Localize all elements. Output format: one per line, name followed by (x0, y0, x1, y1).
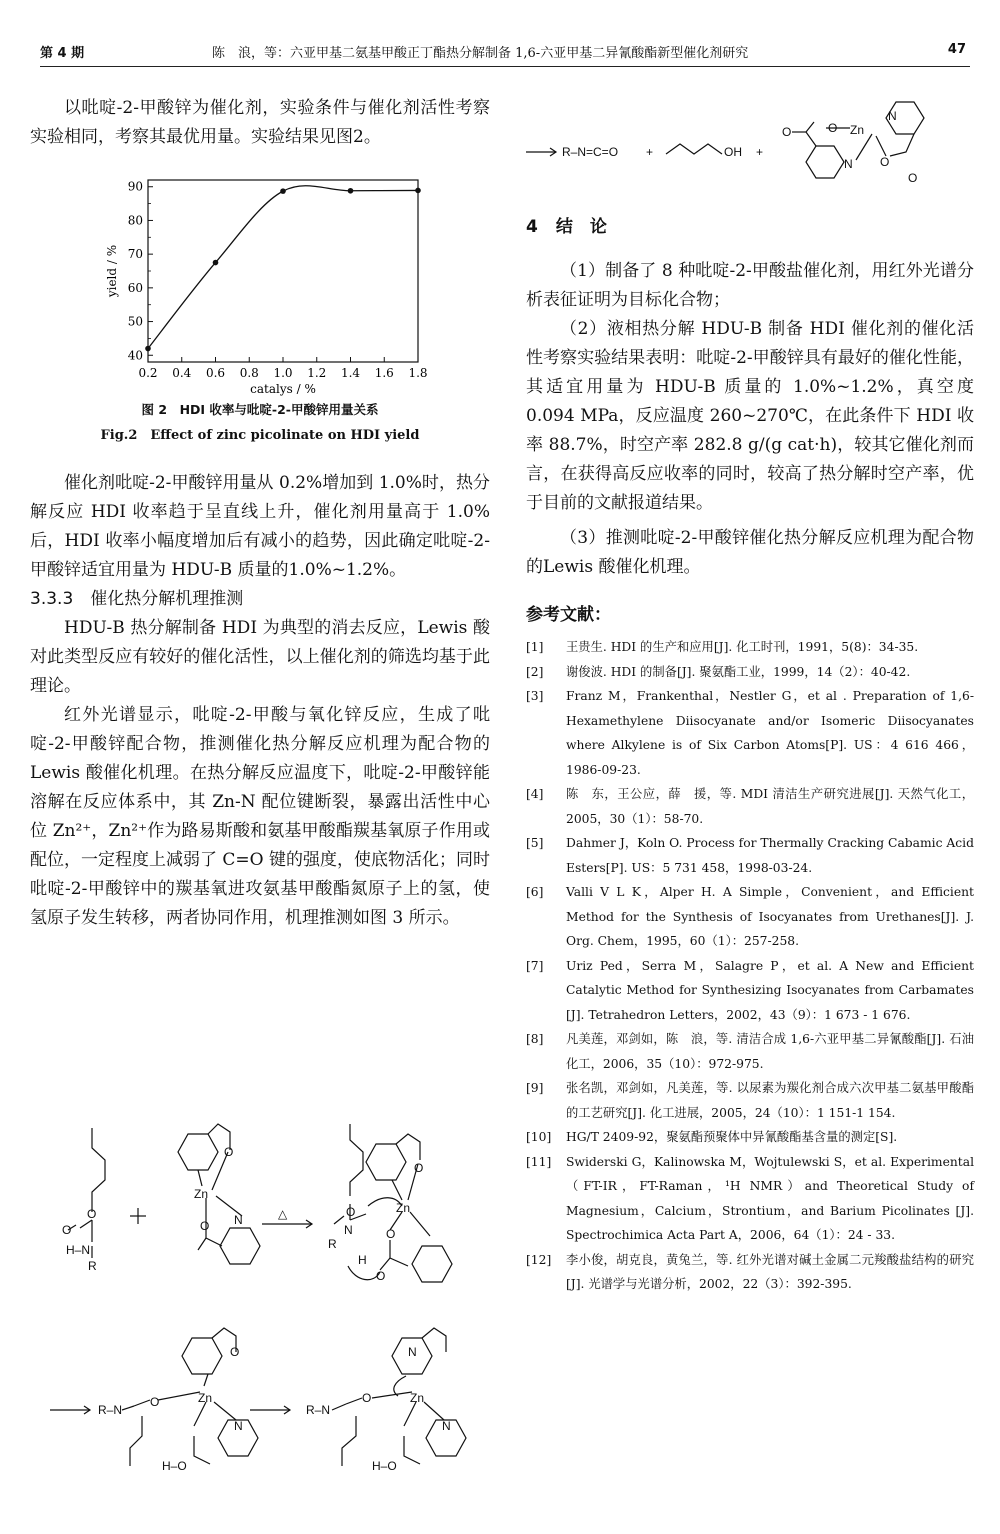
reference-number: [9] (526, 1081, 544, 1095)
reference-text: 谢俊波. HDI 的制备[J]. 聚氨酯工业，1999，14（2）：40-42. (566, 664, 911, 679)
paragraph-elimination: HDU-B 热分解制备 HDI 为典型的消去反应，Lewis 酸对此类型反应有较好的催化活性，以上催化剂的筛选均基于此理论。 (30, 618, 490, 696)
atom-n: N (234, 1213, 243, 1227)
atom-o: O (224, 1145, 234, 1159)
yield-chart (30, 166, 490, 398)
reference-text: Uriz Ped，Serra M，Salagre P，et al. A New and Efficient Catalytic Method for Synthesizing Isocyanates from Carbamates [J]. Tetrahedron Letters，2002，43（9）：1 673 - 1 676. (566, 958, 974, 1022)
pyridine-ring (178, 1134, 218, 1170)
hydroxyl-label: OH (724, 145, 742, 159)
atom-zn: Zn (396, 1201, 411, 1215)
x-tick-label: 1.6 (374, 366, 394, 380)
atom-o: O (908, 171, 918, 185)
references-heading: 参考文献： (526, 605, 611, 625)
reference-number: [7] (526, 958, 544, 973)
reference-item (526, 880, 974, 954)
reference-item (526, 660, 974, 685)
reference-item (526, 684, 974, 782)
atom-o: O (200, 1219, 210, 1233)
chapter-heading (526, 212, 974, 237)
reference-text: Swiderski G，Kalinowska M，Wojtulewski S，et al. Experimental（FT-IR，FT-Raman，¹H NMR）and Theoretical Study of Magnesium，Calcium，Strontium，and Barium Picolinates [J]. Spectrochimica Acta Part A，2006，64（1）：24 - 33. (566, 1154, 974, 1242)
atom-o: O (346, 1205, 356, 1219)
pyridine-ring (412, 1246, 452, 1282)
reference-item (526, 1248, 974, 1297)
atom-zn: Zn (198, 1391, 213, 1405)
pyridine-ring (220, 1228, 260, 1264)
reference-number: [4] (526, 787, 544, 801)
reference-number: [11] (526, 1154, 552, 1169)
figure-2 (30, 166, 490, 443)
data-point (348, 188, 354, 194)
y-tick-label: 60 (127, 280, 143, 295)
issue-number: 第 4 期 (40, 46, 85, 61)
atom-label-ho: H–O (162, 1459, 187, 1473)
x-tick-label: 0.2 (138, 366, 158, 380)
y-tick-label: 50 (127, 314, 143, 329)
reference-item (526, 1076, 974, 1125)
atom-zn: Zn (194, 1187, 209, 1201)
section-heading-3-3-3: 3.3.3 催化热分解机理推测 (30, 589, 244, 609)
reference-item (526, 782, 974, 831)
atom-o: O (376, 1269, 386, 1283)
page-number: 47 (947, 42, 966, 57)
atom-o: O (150, 1395, 160, 1409)
data-point (213, 260, 219, 266)
atom-n: N (234, 1419, 243, 1433)
reference-number: [6] (526, 885, 544, 899)
figure-2-caption-en: Fig.2 Effect of zinc picolinate on HDI yield (100, 428, 420, 443)
x-tick-label: 1.2 (307, 366, 327, 380)
y-tick-label: 40 (127, 348, 143, 363)
y-axis-label: yield / % (105, 244, 119, 298)
reference-text: Dahmer J，Koln O. Process for Thermally Cracking Cabamic Acid Esters[P]. US：5 731 458，1998-03-24. (566, 836, 974, 875)
reference-number: [1] (526, 640, 544, 654)
atom-o: O (414, 1161, 424, 1175)
yield-curve (148, 186, 418, 349)
y-tick-label: 70 (127, 247, 143, 262)
isocyanate-formula: R–N=C=O (562, 145, 619, 159)
butanol-chain (666, 144, 722, 154)
x-tick-label: 1.8 (408, 366, 428, 380)
x-tick-label: 1.0 (273, 366, 293, 380)
reference-text: Franz M，Frankenthal，Nestler G，et al . Preparation of 1,6-Hexamethylene Diisocyanate and/or Isomeric Diisocyanates where Alkylene is of Six Carbon Atoms[P]. US：4 616 466，1986-09-23. (566, 689, 974, 777)
reference-text: 陈 东，王公应，薛 援，等. MDI 清洁生产研究进展[J]. 天然气化工，2005，30（1）：58-70. (566, 787, 974, 826)
atom-n: N (844, 157, 853, 171)
atom-h: H (358, 1253, 367, 1267)
atom-label-ho: H–O (372, 1459, 397, 1473)
reference-number: [3] (526, 689, 544, 703)
butyl-chain (92, 1128, 105, 1212)
atom-o: O (230, 1345, 240, 1359)
butyl-chain (130, 1416, 142, 1466)
left-column (30, 90, 490, 933)
plus-sign: + (756, 145, 764, 159)
paragraph-mechanism: 红外光谱显示，吡啶-2-甲酸与氧化锌反应，生成了吡啶-2-甲酸锌配合物，推测催化热分解反应机理为配合物的 Lewis 酸催化机理。在热分解反应温度下，吡啶-2-甲酸锌能溶解在反应体系中，其 Zn-N 配位键断裂，暴露出活性中心位 Zn²⁺，Zn²⁺作为路易斯酸和氨基甲酸酯羰基氧原子作用或配位，一定程度上减弱了 C=O 键的强度，使底物活化；同时吡啶-2-甲酸锌中的羰基氧进攻氨基甲酸酯氮原子上的氢，使氢原子发生转移，两者协同作用，机理推测如图 3 所示。 (30, 705, 490, 928)
mechanism-scheme (30, 1120, 510, 1510)
y-tick-label: 80 (127, 213, 143, 228)
data-point (280, 188, 286, 194)
intro-paragraph: 以吡啶-2-甲酸锌为催化剂，实验条件与催化剂活性考察实验相同，考察其最优用量。实验结果见图2。 (30, 98, 490, 147)
atom-zn: Zn (850, 123, 865, 137)
reference-number: [12] (526, 1252, 552, 1267)
data-point (145, 346, 151, 352)
x-tick-label: 0.8 (239, 366, 259, 380)
reference-item (526, 954, 974, 1028)
atom-o: O (782, 125, 792, 139)
right-column (526, 90, 974, 1297)
conclusion-2: （2）液相热分解 HDU-B 制备 HDI 催化剂的催化活性考察实验结果表明：吡啶-2-甲酸锌具有最好的催化性能，其适宜用量为 HDU-B 质量的 1.0%~1.2%，真空度 0.094 MPa，反应温度 260~270℃，在此条件下 HDI 收率 88.7%，时空产率 282.8 g/(g cat·h)，较其它催化剂而言，在获得高反应收率的同时，较高了热分解时空产率，优于目前的文献报道结果。 (526, 319, 974, 513)
atom-o: O (880, 155, 890, 169)
atom-r: R (88, 1259, 97, 1273)
atom-label-rn: R–N (306, 1403, 331, 1417)
reference-text: 李小俊，胡克良，黄兔兰，等. 红外光谱对碱土金属二元羧酸盐结构的研究 [J]. 光谱学与光谱分析，2002，22（3）：392-395. (566, 1252, 974, 1291)
chapter-number: 4 (526, 217, 538, 237)
atom-n: N (408, 1345, 417, 1359)
page-header (40, 40, 970, 67)
reference-text: 王贵生. HDI 的生产和应用[J]. 化工时刊，1991，5(8)：34-35. (566, 640, 919, 654)
pyridine-ring (182, 1338, 222, 1374)
reference-number: [5] (526, 836, 544, 850)
paragraph-dosage: 催化剂吡啶-2-甲酸锌用量从 0.2%增加到 1.0%时，热分解反应 HDI 收率趋于呈直线上升，催化剂用量高于 1.0%后，HDI 收率小幅度增加后有减小的趋势，因此确定吡啶-2-甲酸锌适宜用量为 HDU-B 质量的1.0%~1.2%。 (30, 473, 490, 580)
chapter-title: 结 论 (555, 217, 607, 237)
atom-label-hn: H–N (66, 1243, 91, 1257)
atom-r: R (328, 1237, 337, 1251)
atom-o: O (828, 121, 838, 135)
figure-2-caption-cn: 图 2 HDI 收率与吡啶-2-甲酸锌用量关系 (141, 402, 379, 417)
reference-item (526, 1027, 974, 1076)
x-tick-label: 0.6 (205, 366, 226, 380)
reference-text: 凡美莲，邓剑如，陈 浪，等. 清洁合成 1,6-六亚甲基二异氰酸酯[J]. 石油化工，2006，35（10）：972-975. (566, 1032, 974, 1071)
x-tick-label: 0.4 (172, 366, 192, 380)
pyridine-ring (366, 1144, 406, 1180)
atom-n: N (888, 109, 897, 123)
atom-zn: Zn (410, 1391, 425, 1405)
conclusion-1: （1）制备了 8 种吡啶-2-甲酸盐催化剂，用红外光谱分析表征证明为目标化合物； (526, 261, 974, 310)
x-tick-label: 1.4 (340, 366, 361, 380)
y-tick-label: 90 (127, 179, 143, 194)
reference-list (526, 635, 974, 1297)
reference-text: HG/T 2409-92，聚氨酯预聚体中异氰酸酯基含量的测定[S]. (566, 1130, 898, 1144)
reference-number: [10] (526, 1130, 552, 1144)
butyl-chain (342, 1416, 356, 1466)
reference-text: Valli V L K，Alper H. A Simple，Convenient，and Efficient Method for the Synthesis of Isocyanates from Urethanes[J]. J. Org. Chem，1995，60（1）：257-258. (566, 885, 974, 948)
isocyanate-equation (526, 90, 974, 200)
atom-o: O (386, 1227, 396, 1241)
reference-item (526, 1150, 974, 1248)
plot-frame (148, 180, 418, 362)
reference-item (526, 635, 974, 660)
plus-sign: + (646, 145, 654, 159)
atom-n: N (344, 1223, 353, 1237)
atom-label-rn: R–N (98, 1403, 123, 1417)
data-point (415, 188, 421, 194)
atom-o: O (62, 1223, 72, 1237)
running-title: 陈 浪，等：六亚甲基二氨基甲酸正丁酯热分解制备 1,6-六亚甲基二异氰酸酯新型催化剂研究 (212, 46, 749, 61)
pyridine-ring (806, 146, 844, 178)
reference-text: 张名凯，邓剑如，凡美莲，等. 以尿素为羰化剂合成六次甲基二氨基甲酸酯的工艺研究[J]. 化工进展，2005，24（10）：1 151-1 154. (566, 1081, 974, 1120)
reference-item (526, 831, 974, 880)
atom-n: N (442, 1419, 451, 1433)
heat-symbol: △ (278, 1207, 288, 1221)
conclusion-3: （3）推测吡啶-2-甲酸锌催化热分解反应机理为配合物的Lewis 酸催化机理。 (526, 528, 974, 577)
atom-o: O (362, 1391, 372, 1405)
reference-number: [2] (526, 664, 544, 679)
reference-number: [8] (526, 1032, 544, 1046)
carbamate-co-bond (80, 1220, 92, 1228)
reference-item (526, 1125, 974, 1150)
atom-o: O (87, 1207, 97, 1221)
x-axis-label: catalys / % (250, 382, 316, 396)
